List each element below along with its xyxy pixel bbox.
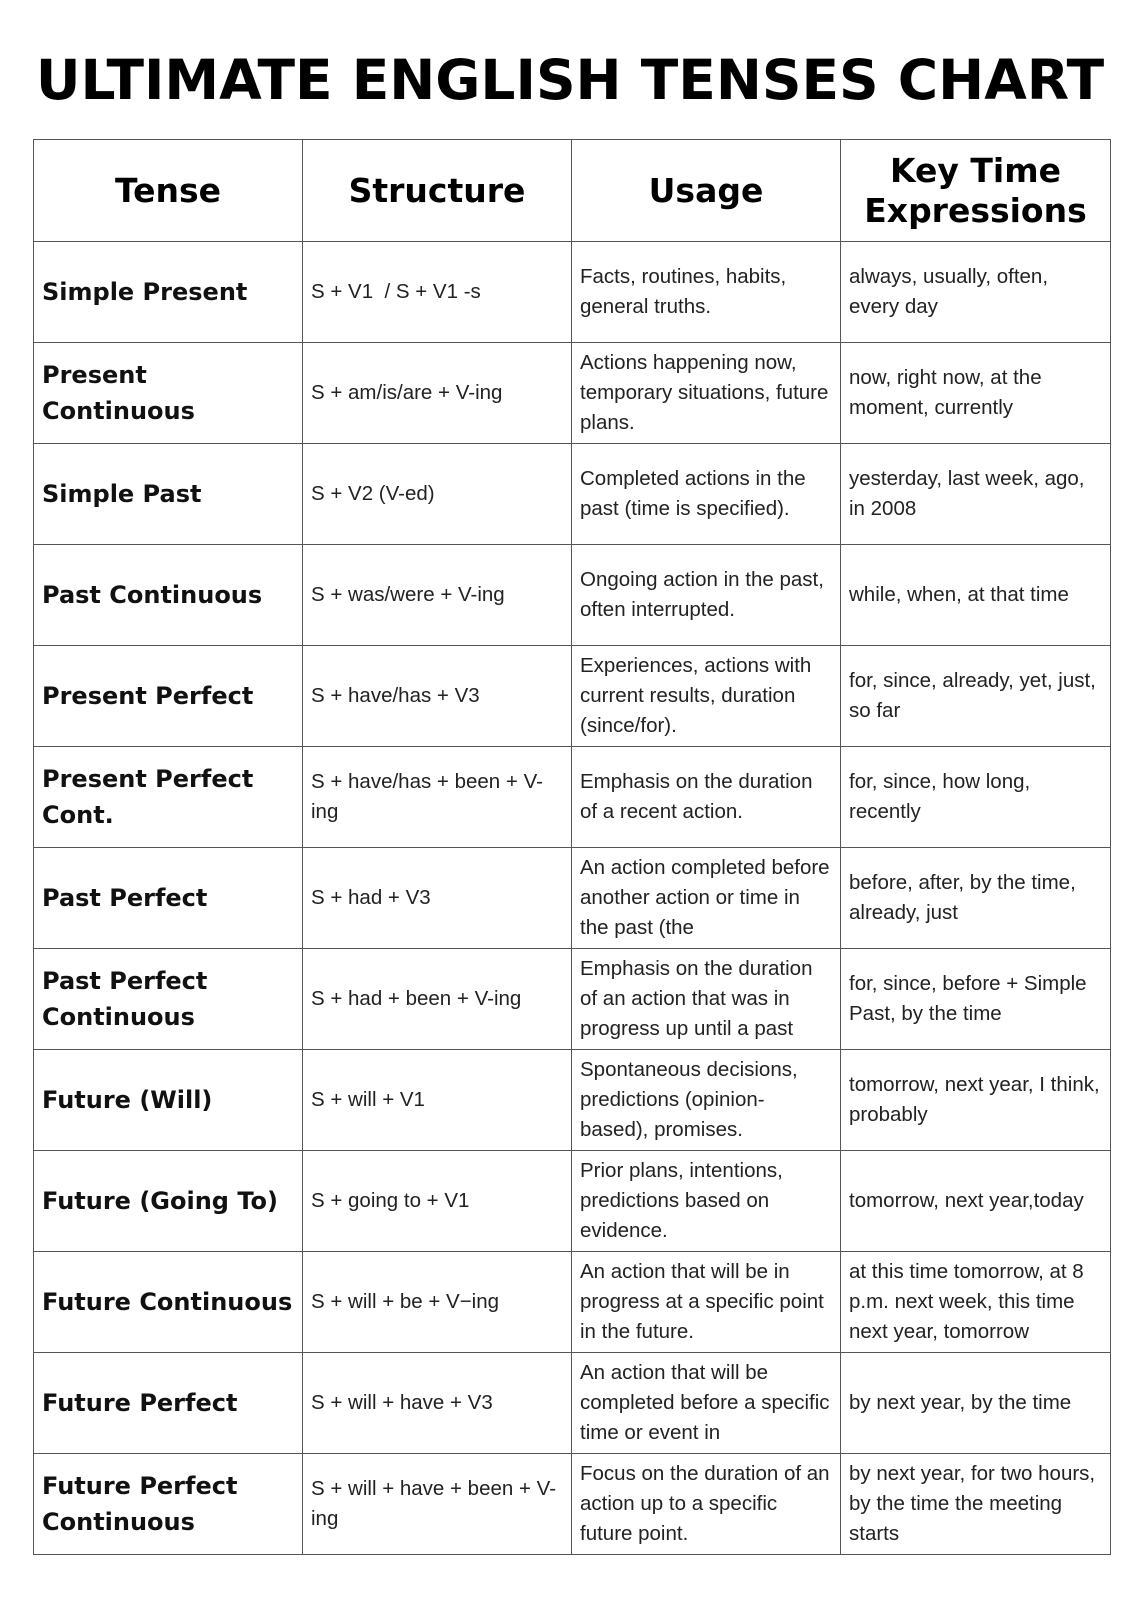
usage-cell bbox=[572, 1151, 841, 1252]
key-time-cell bbox=[841, 747, 1111, 848]
structure-cell: S + V1 / S + V1 -s bbox=[303, 242, 572, 343]
usage-cell bbox=[572, 1050, 841, 1151]
usage-text: Focus on the duration of an action up to a specific future point. bbox=[580, 1462, 830, 1545]
table-row bbox=[34, 444, 1111, 545]
tense-cell: Future (Going To) bbox=[34, 1151, 303, 1252]
header-usage: Usage bbox=[572, 140, 841, 242]
tense-cell: Future (Will) bbox=[34, 1050, 303, 1151]
key-time-cell bbox=[841, 848, 1111, 949]
usage-text: An action completed before another action or time in the past (the bbox=[580, 856, 830, 939]
table-row bbox=[34, 343, 1111, 444]
structure-cell: S + have/has + V3 bbox=[303, 646, 572, 747]
tense-cell: Past Perfect bbox=[34, 848, 303, 949]
key-time-text: for, since, already, yet, just, so far bbox=[849, 669, 1096, 722]
usage-cell bbox=[572, 848, 841, 949]
tense-cell: Simple Present bbox=[34, 242, 303, 343]
key-time-text: by next year, for two hours, by the time the meeting starts bbox=[849, 1462, 1096, 1545]
structure-cell: S + will + have + V3 bbox=[303, 1353, 572, 1454]
usage-cell bbox=[572, 444, 841, 545]
usage-text: Facts, routines, habits, general truths. bbox=[580, 265, 787, 318]
key-time-cell bbox=[841, 949, 1111, 1050]
structure-cell: S + will + have + been + V-ing bbox=[303, 1454, 572, 1555]
key-time-text: while, when, at that time bbox=[849, 583, 1069, 606]
structure-cell: S + will + be + V−ing bbox=[303, 1252, 572, 1353]
key-time-cell bbox=[841, 646, 1111, 747]
key-time-text: yesterday, last week, ago, in 2008 bbox=[849, 467, 1085, 520]
usage-cell bbox=[572, 747, 841, 848]
structure-cell: S + going to + V1 bbox=[303, 1151, 572, 1252]
usage-text: Emphasis on the duration of a recent action. bbox=[580, 770, 813, 823]
header-structure: Structure bbox=[303, 140, 572, 242]
table-row bbox=[34, 1454, 1111, 1555]
usage-text: Prior plans, intentions, predictions based on evidence. bbox=[580, 1159, 783, 1242]
structure-cell: S + had + V3 bbox=[303, 848, 572, 949]
usage-text: Experiences, actions with current results, duration (since/for). bbox=[580, 654, 812, 737]
key-time-text: now, right now, at the moment, currently bbox=[849, 366, 1042, 419]
usage-cell bbox=[572, 343, 841, 444]
header-tense: Tense bbox=[34, 140, 303, 242]
usage-text: Spontaneous decisions, predictions (opinion-based), promises. bbox=[580, 1058, 798, 1141]
key-time-text: before, after, by the time, already, just bbox=[849, 871, 1076, 924]
key-time-text: by next year, by the time bbox=[849, 1391, 1072, 1414]
usage-cell bbox=[572, 545, 841, 646]
tense-cell: Simple Past bbox=[34, 444, 303, 545]
usage-text: An action that will be in progress at a specific point in the future. bbox=[580, 1260, 824, 1343]
table-row bbox=[34, 1353, 1111, 1454]
key-time-text: at this time tomorrow, at 8 p.m. next week, this time next year, tomorrow bbox=[849, 1260, 1084, 1343]
tenses-table bbox=[33, 139, 1111, 1555]
key-time-cell bbox=[841, 1151, 1111, 1252]
key-time-text: for, since, how long, recently bbox=[849, 770, 1031, 823]
structure-cell: S + am/is/are + V-ing bbox=[303, 343, 572, 444]
usage-text: Emphasis on the duration of an action that was in progress up until a past bbox=[580, 957, 813, 1040]
structure-cell: S + will + V1 bbox=[303, 1050, 572, 1151]
tense-cell: Present Perfect bbox=[34, 646, 303, 747]
structure-cell: S + had + been + V-ing bbox=[303, 949, 572, 1050]
table-row bbox=[34, 646, 1111, 747]
usage-text: Ongoing action in the past, often interrupted. bbox=[580, 568, 824, 621]
key-time-cell bbox=[841, 444, 1111, 545]
tense-cell: Future Perfect bbox=[34, 1353, 303, 1454]
usage-cell bbox=[572, 1353, 841, 1454]
tense-cell: Past Perfect Continuous bbox=[34, 949, 303, 1050]
key-time-cell bbox=[841, 1454, 1111, 1555]
key-time-cell bbox=[841, 1252, 1111, 1353]
usage-cell bbox=[572, 646, 841, 747]
table-row bbox=[34, 949, 1111, 1050]
key-time-text: for, since, before + Simple Past, by the time bbox=[849, 972, 1087, 1025]
page-title: ULTIMATE ENGLISH TENSES CHART bbox=[35, 48, 1105, 112]
header-row bbox=[34, 140, 1111, 242]
usage-text: An action that will be completed before a specific time or event in bbox=[580, 1361, 830, 1444]
key-time-cell bbox=[841, 343, 1111, 444]
table-row bbox=[34, 242, 1111, 343]
table-row bbox=[34, 848, 1111, 949]
tense-cell: Future Perfect Continuous bbox=[34, 1454, 303, 1555]
usage-cell bbox=[572, 1454, 841, 1555]
structure-cell: S + was/were + V-ing bbox=[303, 545, 572, 646]
tense-cell: Present Continuous bbox=[34, 343, 303, 444]
table-row bbox=[34, 545, 1111, 646]
usage-text: Completed actions in the past (time is specified). bbox=[580, 467, 806, 520]
table-row bbox=[34, 747, 1111, 848]
structure-cell: S + V2 (V-ed) bbox=[303, 444, 572, 545]
table-row bbox=[34, 1252, 1111, 1353]
key-time-text: always, usually, often, every day bbox=[849, 265, 1049, 318]
tense-cell: Past Continuous bbox=[34, 545, 303, 646]
usage-text: Actions happening now, temporary situations, future plans. bbox=[580, 351, 829, 434]
key-time-cell bbox=[841, 242, 1111, 343]
key-time-cell bbox=[841, 1353, 1111, 1454]
structure-cell: S + have/has + been + V-ing bbox=[303, 747, 572, 848]
tense-cell: Present Perfect Cont. bbox=[34, 747, 303, 848]
table-row bbox=[34, 1050, 1111, 1151]
usage-cell bbox=[572, 949, 841, 1050]
key-time-cell bbox=[841, 1050, 1111, 1151]
usage-cell bbox=[572, 242, 841, 343]
usage-cell bbox=[572, 1252, 841, 1353]
table-row bbox=[34, 1151, 1111, 1252]
key-time-text: tomorrow, next year,today bbox=[849, 1189, 1084, 1212]
key-time-cell bbox=[841, 545, 1111, 646]
tense-cell: Future Continuous bbox=[34, 1252, 303, 1353]
key-time-text: tomorrow, next year, I think, probably bbox=[849, 1073, 1100, 1126]
header-key-time-expressions: Key Time Expressions bbox=[841, 140, 1111, 242]
